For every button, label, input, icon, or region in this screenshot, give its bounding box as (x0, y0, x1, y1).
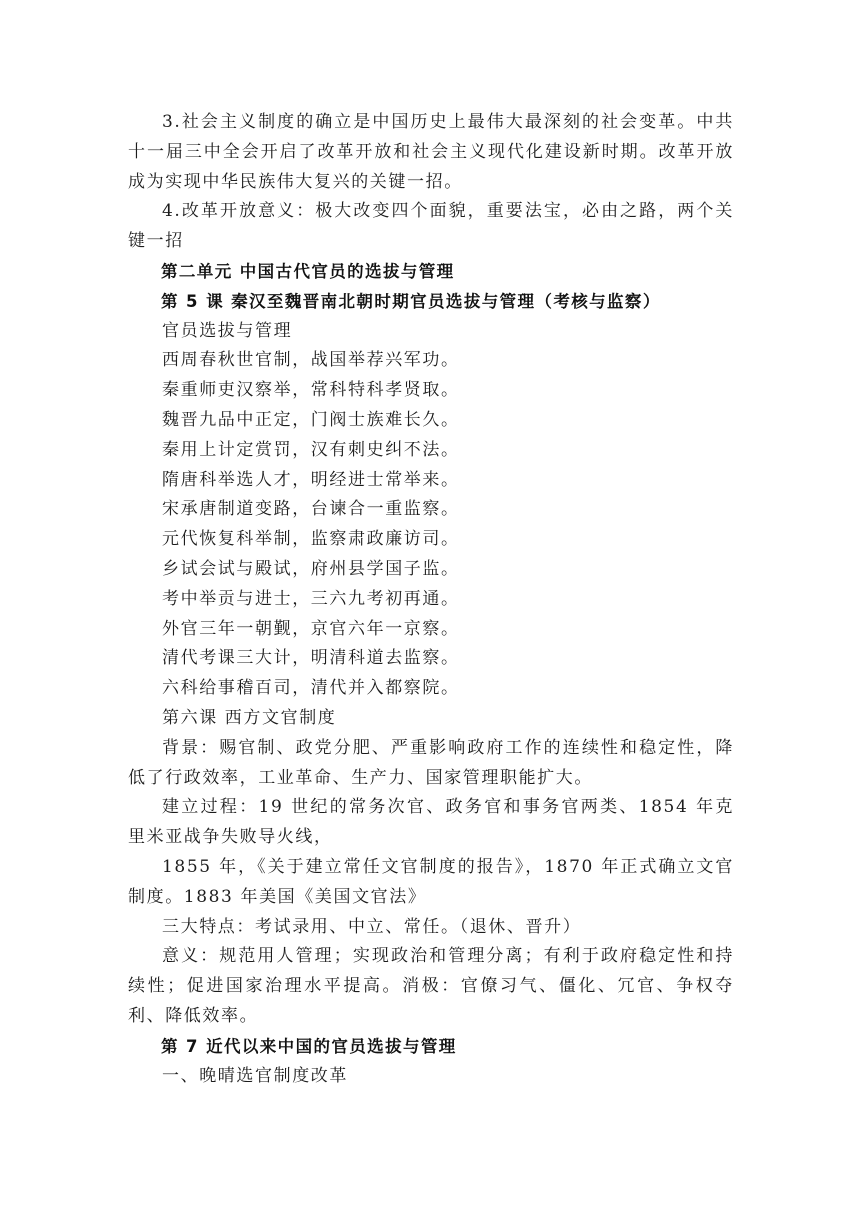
rhyme-title: 官员选拔与管理 (162, 320, 293, 341)
paragraph-reform-significance: 4.改革开放意义：极大改变四个面貌，重要法宝，必由之路，两个关键一招 (128, 201, 734, 252)
rhyme-line: 宋承唐制道变路，台谏合一重监察。 (162, 499, 460, 520)
rhyme-line: 秦用上计定赏罚，汉有刺史纠不法。 (162, 439, 460, 460)
rhyme-line: 元代恢复科举制，监察肃政廉访司。 (162, 529, 460, 550)
rhyme-line: 六科给事稽百司，清代并入都察院。 (162, 678, 460, 699)
rhyme-line: 考中举贡与进士，三六九考初再通。 (162, 588, 460, 609)
section-heading: 一、晚晴选官制度改革 (162, 1065, 348, 1086)
lesson-7-heading: 第 7 近代以来中国的官员选拔与管理 (161, 1036, 457, 1056)
paragraph-1855-report: 1855 年，《关于建立常任文官制度的报告》，1870 年正式确立文官制度。1883 年美国《美国文官法》 (128, 856, 734, 907)
lesson-5-heading: 第 5 课 秦汉至魏晋南北朝时期官员选拔与管理（考核与监察） (161, 291, 661, 311)
paragraph-significance: 意义：规范用人管理；实现政治和管理分离；有利于政府稳定性和持续性；促进国家治理水平提高。消极：官僚习气、僵化、冗官、争权夺利、降低效率。 (128, 946, 734, 1026)
paragraph-socialism: 3.社会主义制度的确立是中国历史上最伟大最深刻的社会变革。中共十一届三中全会开启了改革开放和社会主义现代化建设新时期。改革开放成为实现中华民族伟大复兴的关键一招。 (128, 112, 734, 192)
rhyme-line: 秦重师吏汉察举，常科特科孝贤取。 (162, 380, 460, 401)
paragraph-three-features: 三大特点：考试录用、中立、常任。（退休、晋升） (162, 916, 582, 937)
rhyme-line: 清代考课三大计，明清科道去监察。 (162, 648, 460, 669)
rhyme-line: 西周春秋世官制，战国举荐兴军功。 (162, 350, 460, 371)
rhyme-line: 魏晋九品中正定，门阀士族难长久。 (162, 409, 460, 430)
paragraph-establishment: 建立过程：19 世纪的常务次官、政务官和事务官两类、1854 年克里米亚战争失败导火线， (128, 797, 734, 848)
unit-heading: 第二单元 中国古代官员的选拔与管理 (161, 261, 455, 281)
document-body (128, 108, 734, 1091)
rhyme-line: 乡试会试与殿试，府州县学国子监。 (162, 558, 460, 579)
paragraph-background: 背景：赐官制、政党分肥、严重影响政府工作的连续性和稳定性，降低了行政效率，工业革命、生产力、国家管理职能扩大。 (128, 737, 734, 788)
lesson-6-title: 第六课 西方文官制度 (162, 707, 337, 728)
rhyme-line: 隋唐科举选人才，明经进士常举来。 (162, 469, 460, 490)
rhyme-line: 外官三年一朝觐，京官六年一京察。 (162, 618, 460, 639)
